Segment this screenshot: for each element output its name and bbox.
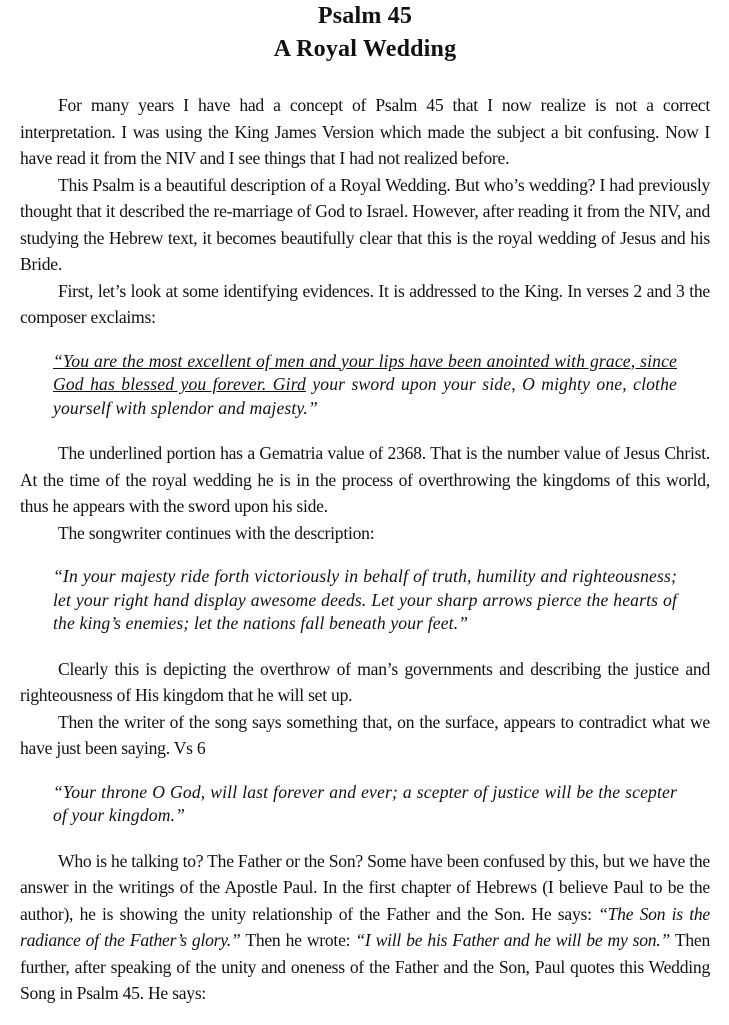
quote-psalm-verses-4-5: “In your majesty ride forth victoriously in behalf of truth, humility and righteousness; let your right hand display awesome deeds. Let your sharp arrows pierce the hearts of the king’s enemies; let the nations fall beneath your feet.” <box>53 566 677 633</box>
paragraph-4: The underlined portion has a Gematria value of 2368. That is the number value of Jesus Christ. At the time of the royal wedding he is in the process of overthrowing the kingdoms of this world, thus he appears with the sword upon his side. <box>20 443 710 516</box>
document-page <box>20 0 710 1007</box>
hebrews-quote-father-son: “I will be his Father and he will be my son.” <box>355 930 671 950</box>
quote-rest-text: your sword upon your side, O mighty one, clothe yourself with splendor and majesty.” <box>53 374 677 418</box>
page-subtitle: A Royal Wedding <box>273 36 457 62</box>
paragraph-1: For many years I have had a concept of Psalm 45 that I now realize is not a correct interpretation. I was using the King James Version which made the subject a bit confusing. Now I have read it from the NIV and I see things that I had not realized before. <box>20 95 710 168</box>
underlined-gematria-text: “You are the most excellent of men and your lips have been anointed with grace, since God has blessed you forever. Gird <box>53 350 677 394</box>
paragraph-8-text-c: Then he wrote: <box>240 930 356 950</box>
paragraph-6: Clearly this is depicting the overthrow of man’s governments and describing the justice and righteousness of His kingdom that he will set up. <box>20 658 710 705</box>
paragraph-8-text-e: Then further, after speaking of the unity and oneness of the Father and the Son, Paul quotes this Wedding Song in Psalm 45. He says: <box>20 930 710 1003</box>
page-title: Psalm 45 <box>317 3 413 29</box>
quote-psalm-verse-6: “Your throne O God, will last forever and ever; a scepter of justice will be the scepter of your kingdom.” <box>53 781 677 825</box>
paragraph-8-text-a: Who is he talking to? The Father or the Son? Some have been confused by this, but we have the answer in the writings of the Apostle Paul. In the first chapter of Hebrews (I believe Paul to be the author), he is showing the unity relationship of the Father and the Son. He says: <box>20 850 710 924</box>
quote-psalm-verses-2-3 <box>53 350 677 421</box>
hebrews-quote-radiance: “The Son is the radiance of the Father’s glory.” <box>20 903 710 950</box>
paragraph-8 <box>20 848 710 1007</box>
paragraph-5: The songwriter continues with the description: <box>58 522 375 543</box>
paragraph-2: This Psalm is a beautiful description of a Royal Wedding. But who’s wedding? I had previously thought that it described the re-marriage of God to Israel. However, after reading it from the NIV, and studying the Hebrew text, it becomes beautifully clear that this is the royal wedding of Jesus and his Bride. <box>20 174 710 274</box>
paragraph-7: Then the writer of the song says something that, on the surface, appears to contradict what we have just been saying. Vs 6 <box>20 711 710 758</box>
paragraph-3: First, let’s look at some identifying evidences. It is addressed to the King. In verses 2 and 3 the composer exclaims: <box>20 280 710 327</box>
